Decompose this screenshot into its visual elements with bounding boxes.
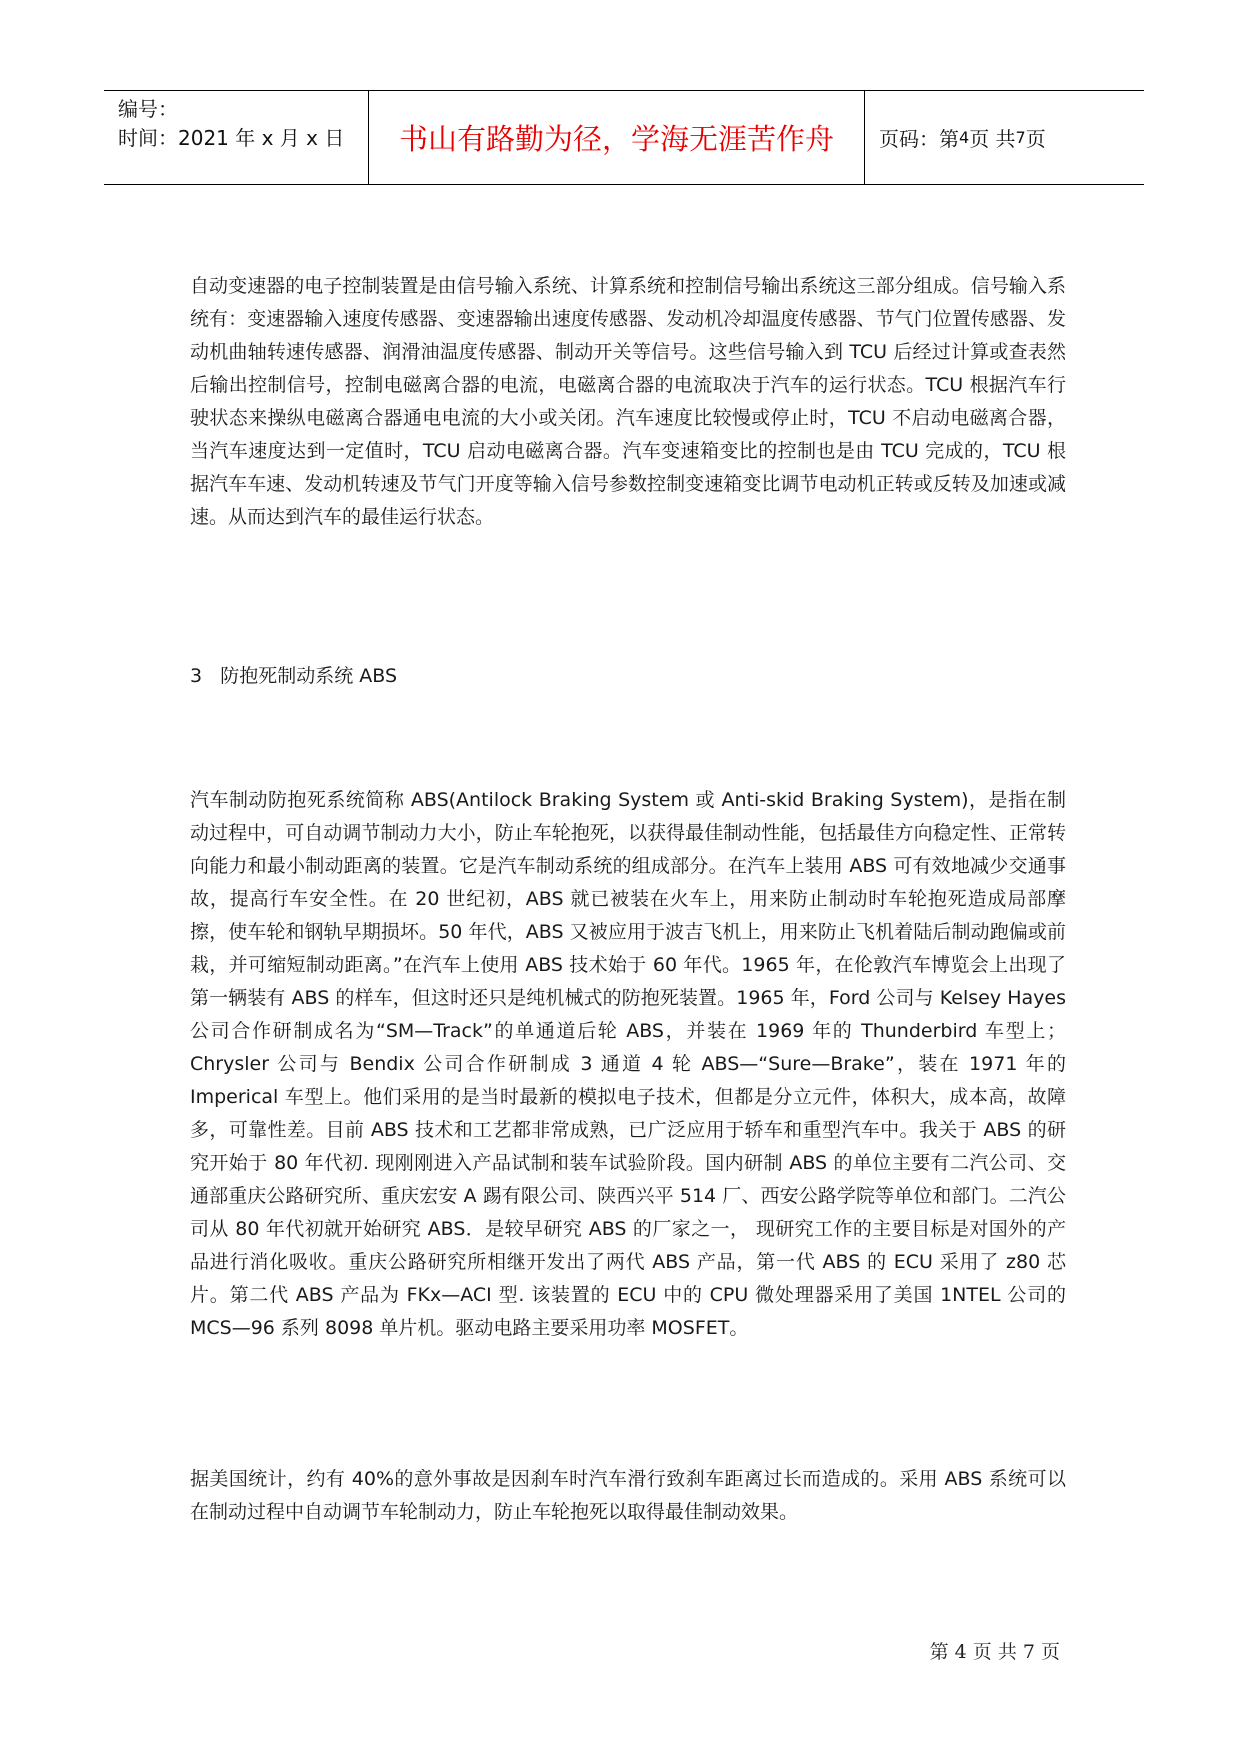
header-motto: 书山有路勤为径，学海无涯苦作舟	[369, 91, 865, 184]
body-paragraph-1: 自动变速器的电子控制装置是由信号输入系统、计算系统和控制信号输出系统这三部分组成。信号输入系统有：变速器输入速度传感器、变速器输出速度传感器、发动机冷却温度传感器、节气门位置传感器、发动机曲轴转速传感器、润滑油温度传感器、制动开关等信号。这些信号输入到 TCU 后经过计算或查表然后输出控制信号，控制电磁离合器的电流，电磁离合器的电流取决于汽车的运行状态。TCU 根据汽车行驶状态来操纵电磁离合器通电电流的大小或关闭。汽车速度比较慢或停止时，TCU 不启动电磁离合器，当汽车速度达到一定值时，TCU 启动电磁离合器。汽车变速箱变比的控制也是由 TCU 完成的，TCU 根据汽车车速、发动机转速及节气门开度等输入信号参数控制变速箱变比调节电动机正转或反转及加速或减速。从而达到汽车的最佳运行状态。	[190, 275, 1066, 528]
page-current: 4	[959, 128, 970, 147]
header-meta	[104, 91, 369, 184]
body-paragraph-2: 汽车制动防抱死系统简称 ABS(Antilock Braking System 或 Anti-skid Braking System)，是指在制动过程中，可自动调节制动力大小，防止车轮抱死，以获得最佳制动性能，包括最佳方向稳定性、正常转向能力和最小制动距离的装置。它是汽车制动系统的组成部分。在汽车上装用 ABS 可有效地减少交通事故，提高行车安全性。在 20 世纪初，ABS 就已被装在火车上，用来防止制动时车轮抱死造成局部摩擦，使车轮和钢轨早期损坏。50 年代，ABS 又被应用于波吉飞机上，用来防止飞机着陆后制动跑偏或前栽，并可缩短制动距离。”在汽车上使用 ABS 技术始于 60 年代。1965 年，在伦敦汽车博览会上出现了第一辆装有 ABS 的样车，但这时还只是纯机械式的防抱死装置。1965 年，Ford 公司与 Kelsey Hayes 公司合作研制成名为“SM—Track”的单通道后轮 ABS，并装在 1969 年的 Thunderbird 车型上；Chrysler 公司与 Bendix 公司合作研制成 3 通道 4 轮 ABS—“Sure—Brake”，装在 1971 年的 Imperical 车型上。他们采用的是当时最新的模拟电子技术，但都是分立元件，体积大，成本高，故障多，可靠性差。目前 ABS 技术和工艺都非常成熟，已广泛应用于轿车和重型汽车中。我关于 ABS 的研究开始于 80 年代初. 现刚刚进入产品试制和装车试验阶段。国内研制 ABS 的单位主要有二汽公司、交通部重庆公路研究所、重庆宏安 A 踢有限公司、陕西兴平 514 厂、西安公路学院等单位和部门。二汽公司从 80 年代初就开始研究 ABS．是较早研究 ABS 的厂家之一， 现研究工作的主要目标是对国外的产品进行消化吸收。重庆公路研究所相继开发出了两代 ABS 产品，第一代 ABS 的 ECU 采用了 z80 芯片。第二代 ABS 产品为 FKx—ACI 型. 该装置的 ECU 中的 CPU 微处理器采用了美国 1NTEL 公司的 MCS—96 系列 8098 单片机。驱动电路主要采用功率 MOSFET。	[190, 789, 1066, 1339]
document-number-label: 编号：	[118, 97, 178, 121]
page-mid: 页 共	[969, 127, 1016, 151]
document-time-label: 时间：2021 年 x 月 x 日	[118, 126, 345, 150]
header-page-indicator	[865, 91, 1144, 184]
page-header	[104, 90, 1144, 185]
section-heading: 3 防抱死制动系统 ABS	[190, 665, 398, 687]
page-suffix: 页	[1025, 127, 1046, 151]
body-paragraph-3: 据美国统计，约有 40%的意外事故是因刹车时汽车滑行致刹车距离过长而造成的。采用 ABS 系统可以在制动过程中自动调节车轮制动力，防止车轮抱死以取得最佳制动效果。	[190, 1468, 1066, 1523]
page-prefix: 页码：第	[879, 127, 959, 151]
page-total: 7	[1015, 128, 1026, 147]
page-footer: 第 4 页 共 7 页	[929, 1641, 1060, 1663]
